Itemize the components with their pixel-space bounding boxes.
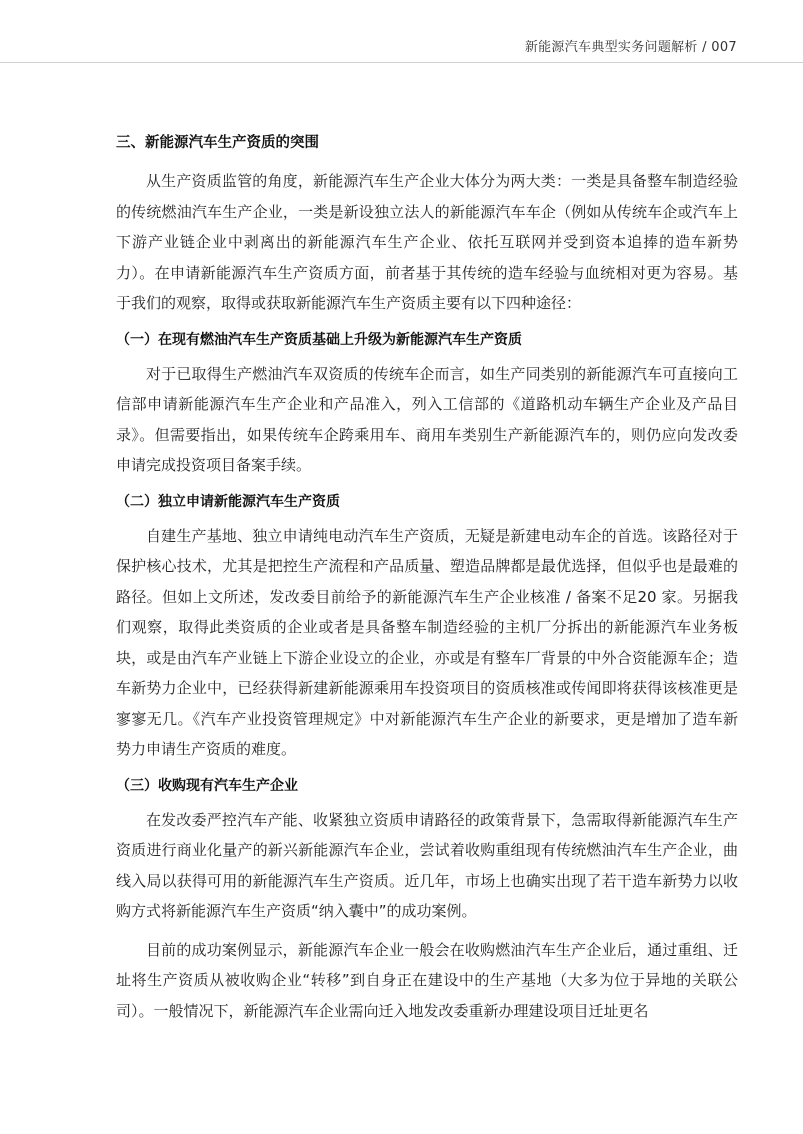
section-title: 三、新能源汽车生产资质的突围 — [116, 135, 319, 151]
subsection-3-paragraph-1: 在发改委严控汽车产能、收紧独立资质申请路径的政策背景下，急需取得新能源汽车生产资质进行商业化量产的新兴新能源汽车企业，尝试着收购重组现有传统燃油汽车生产企业，曲线入局以获得可用的新能源汽车生产资质。近几年，市场上也确实出现了若干造车新势力以收购方式将新能源汽车生产资质“纳入囊中”的成功案例。 — [116, 810, 738, 920]
subsection-heading-2: （二）独立申请新能源汽车生产资质 — [116, 493, 340, 510]
subsection-heading-1: （一）在现有燃油汽车生产资质基础上升级为新能源汽车生产资质 — [116, 331, 522, 348]
subsection-1-paragraph: 对于已取得生产燃油汽车双资质的传统车企而言，如生产同类别的新能源汽车可直接向工信部申请新能源汽车生产企业和产品准入，列入工信部的《道路机动车辆生产企业及产品目录》。但需要指出，如果传统车企跨乘用车、商用车类别生产新能源汽车的，则仍应向发改委申请完成投资项目备案手续。 — [116, 364, 738, 474]
header-divider — [0, 62, 803, 63]
page-body — [116, 130, 738, 1034]
running-header: 新能源汽车典型实务问题解析 / 007 — [524, 40, 737, 55]
subsection-3-paragraph-2: 目前的成功案例显示，新能源汽车企业一般会在收购燃油汽车生产企业后，通过重组、迁址将生产资质从被收购企业“转移”到自身正在建设中的生产基地（大多为位于异地的关联公司）。一般情况下，新能源汽车企业需向迁入地发改委重新办理建设项目迁址更名 — [116, 940, 738, 1020]
subsection-heading-3: （三）收购现有汽车生产企业 — [116, 777, 298, 794]
intro-paragraph: 从生产资质监管的角度，新能源汽车生产企业大体分为两大类：一类是具备整车制造经验的传统燃油汽车生产企业，一类是新设独立法人的新能源汽车车企（例如从传统车企或汽车上下游产业链企业中剥离出的新能源汽车生产企业、依托互联网并受到资本追捧的造车新势力）。在申请新能源汽车生产资质方面，前者基于其传统的造车经验与血统相对更为容易。基于我们的观察，取得或获取新能源汽车生产资质主要有以下四种途径： — [116, 172, 738, 312]
subsection-2-paragraph: 自建生产基地、独立申请纯电动汽车生产资质，无疑是新建电动车企的首选。该路径对于保护核心技术，尤其是把控生产流程和产品质量、塑造品牌都是最优选择，但似乎也是最难的路径。但如上文所述，发改委目前给予的新能源汽车生产企业核准 / 备案不足20 家。另据我们观察，取得此类资质的企业或者是具备整车制造经验的主机厂分拆出的新能源汽车业务板块，或是由汽车产业链上下游企业设立的企业，亦或是有整车厂背景的中外合资能源车企；造车新势力企业中，已经获得新建新能源乘用车投资项目的资质核准或传闻即将获得该核准更是寥寥无几。《汽车产业投资管理规定》中对新能源汽车生产企业的新要求，更是增加了造车新势力申请生产资质的难度。 — [116, 526, 738, 758]
